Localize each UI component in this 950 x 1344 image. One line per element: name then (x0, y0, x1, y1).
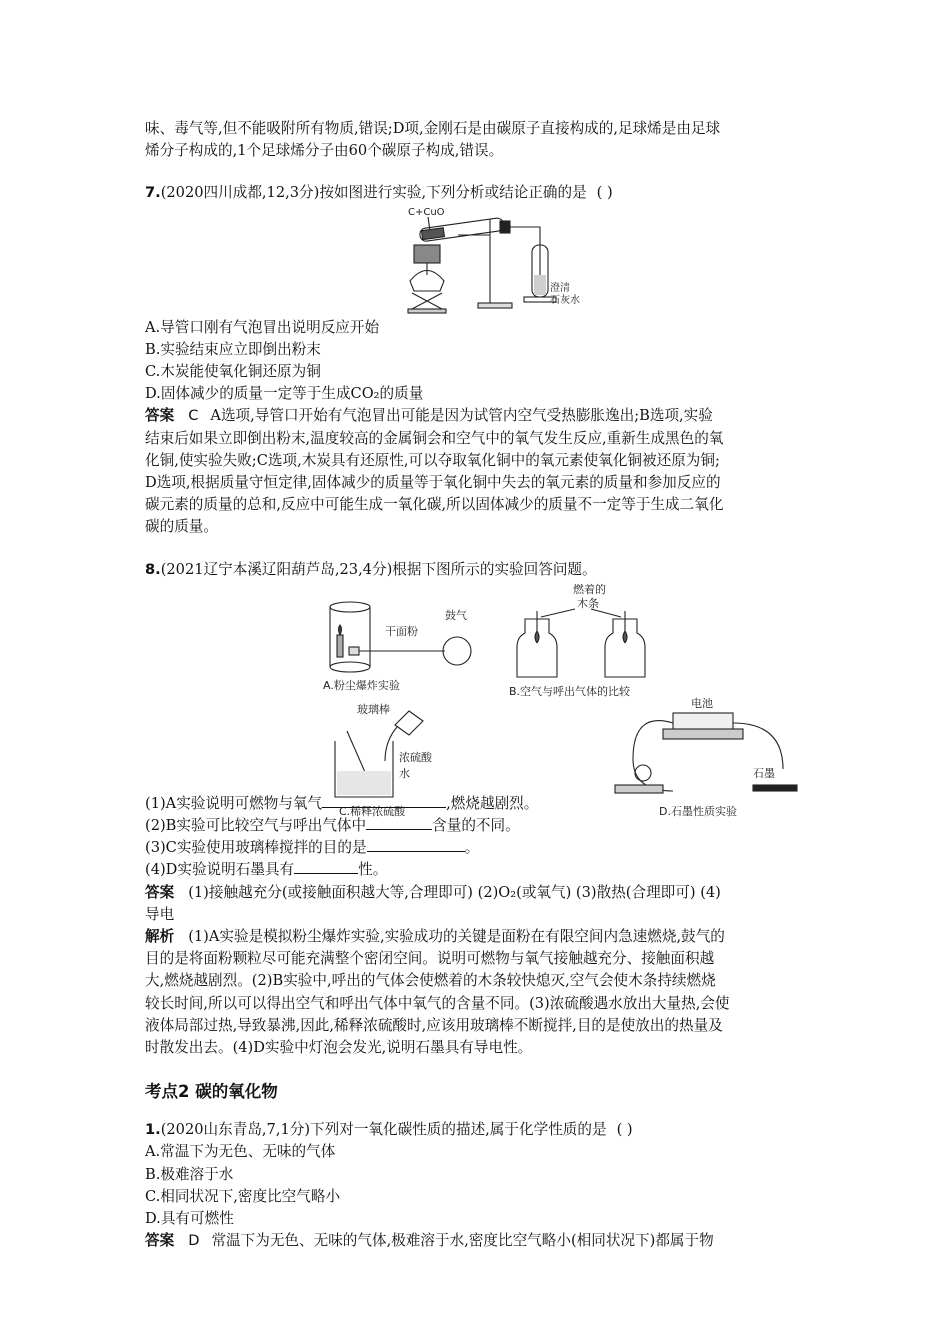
q7-answer-label: 答案 (145, 407, 175, 425)
q8-analysis-line: 液体局部过热,导致暴沸,因此,稀释浓硫酸时,应该用玻璃棒不断搅拌,目的是使放出的热量及 (145, 1016, 723, 1034)
q8a-label-blow: 鼓气 (445, 608, 467, 622)
q8-analysis-line: 较长时间,所以可以得出空气和呼出气体中氧气的含量不同。(3)浓硫酸遇水放出大量热,会使 (145, 994, 730, 1012)
q8-item-1-blank (322, 793, 446, 808)
q8-analysis-line: 目的是将面粉颗粒尽可能充满整个密闭空间。说明可燃物与氧气接触越充分、接触面积越 (145, 950, 715, 968)
q7-stem-text: (2020四川成都,12,3分)按如图进行实验,下列分析或结论正确的是 (160, 184, 587, 202)
q1-answer-paren: ( ) (616, 1121, 633, 1139)
q8-item-2 (145, 815, 810, 837)
q8-answer (145, 882, 810, 904)
q8-analysis (145, 926, 810, 948)
q1-stem (145, 1119, 810, 1141)
q8-number: 8. (145, 560, 161, 578)
q8c-label-acid: 浓硫酸 (399, 750, 432, 764)
q7-answer-line: 化铜,使实验失败;C选项,木炭具有还原性,可以夺取氧化铜中的氧元素使氧化铜被还原为铜; (145, 451, 720, 469)
q8-analysis-line: (1)A实验是模拟粉尘爆炸实验,实验成功的关键是面粉在有限空间内急速燃烧,鼓气的 (188, 928, 725, 946)
q8c-label-water: 水 (399, 766, 410, 780)
q8-answer-label: 答案 (145, 883, 175, 901)
q7-answer-line: A选项,导管口开始有气泡冒出可能是因为试管内空气受热膨胀逸出;B选项,实验 (210, 407, 713, 425)
q8-item-4-pre: (4)D实验说明石墨具有 (145, 861, 295, 879)
q7-answer-line: 碳的质量。 (145, 518, 218, 536)
q8-item-3-pre: (3)C实验使用玻璃棒搅拌的目的是 (145, 839, 367, 857)
q8d-label-battery: 电池 (691, 696, 713, 710)
q7-answer-line: 结束后如果立即倒出粉末,温度较高的金属铜会和空气中的氧气发生反应,重新生成黑色的氧 (145, 429, 724, 447)
q7-label-limewater: 石灰水 (550, 294, 580, 306)
q1-answer (145, 1230, 810, 1252)
q7-option-d: D.固体减少的质量一定等于生成CO₂的质量 (145, 385, 424, 403)
q7-stem (145, 182, 810, 204)
q1-option-b: B.极难溶于水 (145, 1165, 234, 1183)
q7-apparatus-figure (145, 205, 810, 317)
q8-analysis-line: 时散发出去。(4)D实验中灯泡会发光,说明石墨具有导电性。 (145, 1039, 533, 1057)
q8c-label-rod: 玻璃棒 (357, 702, 390, 716)
q7-option-c: C.木炭能使氧化铜还原为铜 (145, 363, 321, 381)
q8-item-1-pre: (1)A实验说明可燃物与氧气 (145, 794, 323, 812)
q1-answer-line: 常温下为无色、无味的气体,极难溶于水,密度比空气略小(相同状况下)都属于物 (211, 1232, 714, 1250)
q7-answer-line: D选项,根据质量守恒定律,固体减少的质量等于氧化铜中失去的氧元素的质量和参加反应的 (145, 474, 721, 492)
q8-item-1-post: ,燃烧越剧烈。 (446, 794, 539, 812)
q8-stem (145, 559, 810, 581)
q7-number: 7. (145, 184, 161, 202)
q8-item-4-post: 性。 (358, 861, 388, 879)
q8-answer-line: (1)接触越充分(或接触面积越大等,合理即可) (2)O₂(或氧气) (3)散热(合理即可) (4) (188, 883, 721, 901)
q1-number: 1. (145, 1121, 161, 1139)
q8-item-2-blank (366, 815, 432, 830)
q8-item-2-pre: (2)B实验可比较空气与呼出气体中 (145, 817, 367, 835)
q7-option-a: A.导管口刚有气泡冒出说明反应开始 (145, 318, 380, 336)
q1-option-c: C.相同状况下,密度比空气略小 (145, 1187, 341, 1205)
q8-analysis-line: 大,燃烧越剧烈。(2)B实验中,呼出的气体会使燃着的木条较快熄灭,空气会使木条持续燃烧 (145, 972, 716, 990)
q8a-caption: A.粉尘爆炸实验 (323, 678, 400, 692)
q8-item-4-blank (294, 859, 358, 874)
q8-item-2-post: 含量的不同。 (432, 817, 520, 835)
page-content (145, 118, 810, 1253)
section-heading: 考点2 碳的氧化物 (145, 1082, 278, 1102)
q8a-label-flour: 干面粉 (385, 624, 418, 638)
q8-item-3-blank (367, 837, 465, 852)
q8-stem-text: (2021辽宁本溪辽阳葫芦岛,23,4分)根据下图所示的实验回答问题。 (160, 560, 597, 578)
q7-answer-paren: ( ) (596, 184, 613, 202)
q8-item-4 (145, 859, 810, 881)
q1-stem-text: (2020山东青岛,7,1分)下列对一氧化碳性质的描述,属于化学性质的是 (160, 1121, 607, 1139)
q8d-caption: D.石墨性质实验 (659, 804, 737, 818)
q8-item-3 (145, 837, 810, 859)
q8b-caption: B.空气与呼出气体的比较 (509, 684, 631, 698)
q1-answer-letter: D (188, 1232, 200, 1250)
q8-analysis-label: 解析 (145, 928, 175, 946)
q7-answer (145, 405, 810, 427)
q8c-caption: C.稀释浓硫酸 (339, 804, 406, 818)
intro-line: 味、毒气等,但不能吸附所有物质,错误;D项,金刚石是由碳原子直接构成的,足球烯是由足球 (145, 120, 721, 137)
q7-answer-line: 碳元素的质量的总和,反应中可能生成一氧化碳,所以固体减少的质量不一定等于生成二氧化 (145, 496, 724, 514)
q1-option-d: D.具有可燃性 (145, 1210, 234, 1228)
q8d-label-graphite: 石墨 (753, 766, 775, 780)
q8-answer-line: 导电 (145, 905, 175, 923)
q7-label-c-cuo: C+CuO (408, 206, 445, 218)
q7-answer-letter: C (188, 407, 199, 425)
q1-option-a: A.常温下为无色、无味的气体 (145, 1143, 336, 1161)
q8-item-3-post: 。 (464, 839, 480, 857)
q8b-label-top2: 木条 (577, 596, 599, 610)
q1-answer-label: 答案 (145, 1232, 175, 1250)
q8b-label-top1: 燃着的 (573, 582, 606, 596)
q7-option-b: B.实验结束应立即倒出粉末 (145, 340, 321, 358)
q7-label-clear: 澄清 (550, 282, 570, 294)
intro-line: 烯分子构成的,1个足球烯分子由60个碳原子构成,错误。 (145, 142, 504, 160)
